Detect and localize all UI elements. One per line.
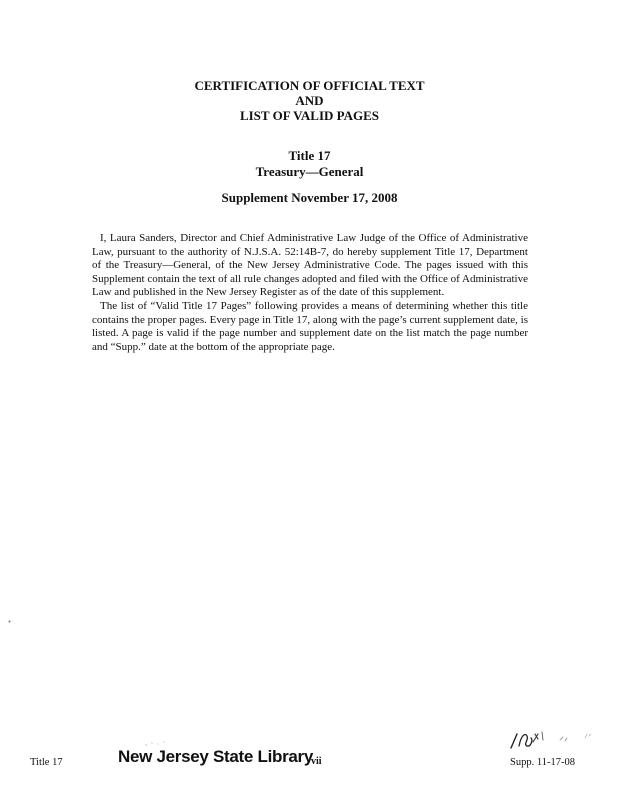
title-block bbox=[0, 148, 619, 180]
library-stamp: New Jersey State Library bbox=[118, 747, 314, 766]
title-name: Treasury—General bbox=[255, 164, 364, 179]
valid-pages-paragraph: The list of “Valid Title 17 Pages” following provides a means of determining whether this title contains the proper pages. Every page in Title 17, along with the page’s current supplement date, is listed. A page is valid if the page number and supplement date on the list match the page number and “Supp.” date at the bottom of the appropriate page. bbox=[92, 300, 528, 353]
certification-paragraph: I, Laura Sanders, Director and Chief Administrative Law Judge of the Office of Administrative Law, pursuant to the authority of N.J.S.A. 52:14B-7, do hereby supplement Title 17, Department of the Treasury—General, of the New Jersey Administrative Code. The pages issued with this Supplement contain the text of all rule changes adopted and filed with the Office of Administrative Law and published in the New Jersey Register as of the date of this supplement. bbox=[92, 232, 528, 299]
scan-speck bbox=[8, 620, 11, 623]
heading-line-3: LIST OF VALID PAGES bbox=[239, 108, 380, 123]
heading-line-2: AND bbox=[295, 93, 324, 108]
supplement-footer: Supp. 11-17-08 bbox=[510, 757, 575, 768]
supplement-date: Supplement November 17, 2008 bbox=[221, 190, 398, 205]
page-number: vii bbox=[311, 756, 322, 767]
handwritten-initials bbox=[505, 722, 605, 756]
title-number: Title 17 bbox=[288, 148, 331, 163]
certification-heading bbox=[0, 78, 619, 123]
footer-title: Title 17 bbox=[30, 757, 63, 768]
heading-line-1: CERTIFICATION OF OFFICIAL TEXT bbox=[194, 78, 425, 93]
